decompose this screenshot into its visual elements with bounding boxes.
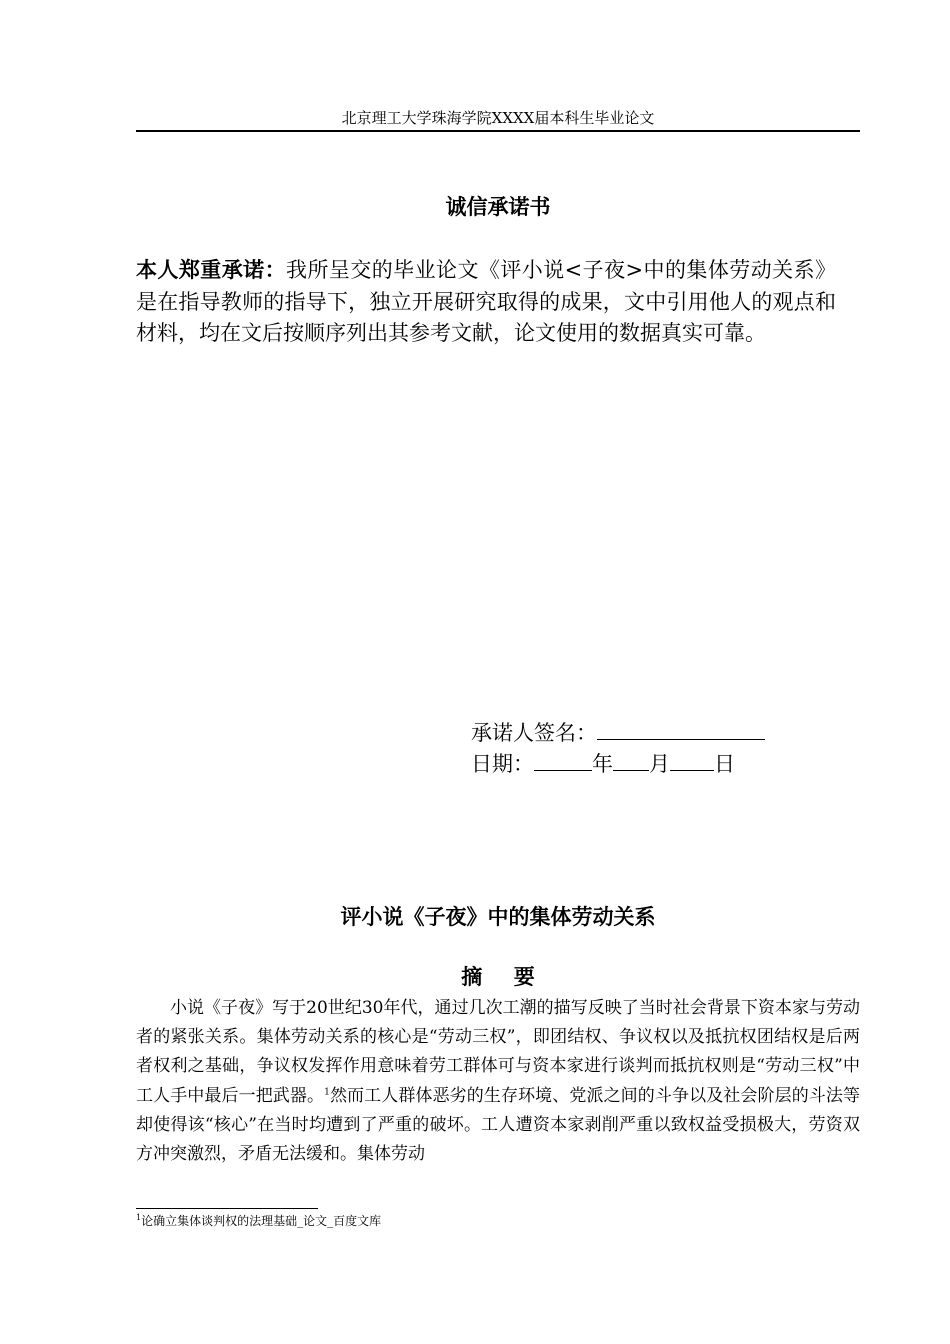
year-label: 年 [592,752,613,776]
date-label: 日期： [471,752,534,776]
abstract-body [136,994,860,1169]
year-blank [534,750,592,771]
month-label: 月 [649,752,670,776]
pledge-lead: 本人郑重承诺： [136,257,287,282]
signer-label: 承诺人签名： [471,721,597,745]
footnote-marker: 1 [136,1213,142,1222]
header-rule [136,130,860,132]
footnote [136,1213,860,1229]
abstract-heading: 摘要 [461,964,567,989]
signature-blank [597,719,765,740]
abstract-text-part1: 小说《子夜》写于20世纪30年代，通过几次工潮的描写反映了当时社会背景下资本家与劳动者的紧张关系。集体劳动关系的核心是“劳动三权”，即团结权、争议权以及抵抗权团结权是后两者权利之基础，争议权发挥作用意味着劳工群体可与资本家进行谈判而抵抗权则是“劳动三权”中工人手中最后一把武器。 [136,998,860,1106]
date-line [471,749,831,780]
pledge-text: 我所呈交的毕业论文《评小说<子夜>中的集体劳动关系》是在指导教师的指导下，独立开展研究取得的成果，文中引用他人的观点和材料，均在文后按顺序列出其参考文献，论文使用的数据真实可靠。 [136,258,836,345]
day-label: 日 [714,752,735,776]
signer-line [471,718,831,749]
abstract-text-part2: 然而工人群体恶劣的生存环境、党派之间的斗争以及社会阶层的斗法等却使得该“核心”在当时均遭到了严重的破坏。工人遭资本家剥削严重以致权益受损极大，劳资双方冲突激烈，矛盾无法缓和。集体劳动 [136,1085,861,1165]
footnote-rule [136,1208,318,1209]
footnote-reference: 1 [324,1086,330,1097]
footnote-text: 论确立集体谈判权的法理基础_论文_百度文库 [141,1214,382,1228]
running-header: 北京理工大学珠海学院XXXX届本科生毕业论文 [341,109,655,127]
day-blank [670,750,714,771]
paper-title: 评小说《子夜》中的集体劳动关系 [340,904,656,929]
signature-block [471,718,831,780]
month-blank [613,750,649,771]
pledge-body [136,254,836,350]
pledge-title: 诚信承诺书 [445,194,551,219]
